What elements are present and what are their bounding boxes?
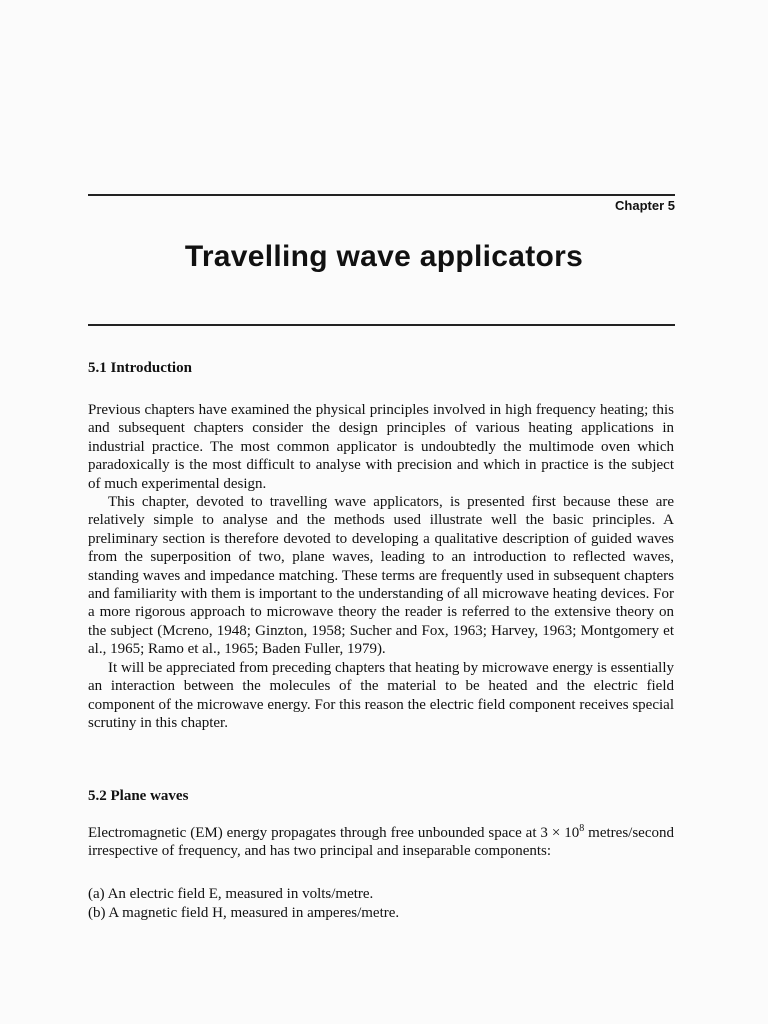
exponent: 8 xyxy=(579,823,585,834)
paragraph: This chapter, devoted to travelling wave applicators, is presented first because these are relatively simple to analyse and the methods used illustrate well the basic principles. A preliminary section is therefore devoted to developing a qualitative description of guided waves from the superposition of two, plane waves, leading to an introduction to reflected waves, standing waves and impedance matching. These terms are frequently used in subsequent chapters and familiarity with them is important to the understanding of all microwave heating devices. For a more rigorous approach to microwave theory the reader is referred to the extensive theory on the subject (Mcreno, 1948; Ginzton, 1958; Sucher and Fox, 1963; Harvey, 1963; Montgomery et al., 1965; Ramo et al., 1965; Baden Fuller, 1979). xyxy=(88,494,674,658)
list-item: (a) An electric field E, measured in volts/metre. xyxy=(88,886,374,902)
chapter-bottom-rule xyxy=(88,324,675,326)
list-item: (b) A magnetic field H, measured in amperes/metre. xyxy=(88,905,400,921)
paragraph xyxy=(88,824,674,861)
intro-text: Electromagnetic (EM) energy propagates through free unbounded space at 3 × 10 xyxy=(88,825,580,841)
paragraph: Previous chapters have examined the physical principles involved in high frequency heating; this and subsequent chapters consider the design principles of various heating applications in industrial practice. The most common applicator is undoubtedly the multimode oven which paradoxically is the most difficult to analyse with precision and which in practice is the subject of much experimental design. xyxy=(88,402,674,492)
section-heading-introduction: 5.1 Introduction xyxy=(88,360,192,376)
section-plane-waves-body xyxy=(88,824,674,861)
intro-text-continued: metres/second irrespective of frequency, and has two principal and inseparable components: xyxy=(88,825,674,860)
section-heading-plane-waves: 5.2 Plane waves xyxy=(88,788,189,804)
section-introduction-body xyxy=(88,401,674,732)
paragraph: It will be appreciated from preceding chapters that heating by microwave energy is essentially an interaction between the molecules of the material to be heated and the electric field component of the microwave energy. For this reason the electric field component receives special scrutiny in this chapter. xyxy=(88,659,674,731)
chapter-top-rule xyxy=(88,194,675,196)
component-list xyxy=(88,885,674,923)
chapter-title: Travelling wave applicators xyxy=(184,240,584,273)
chapter-label: Chapter 5 xyxy=(615,198,675,213)
